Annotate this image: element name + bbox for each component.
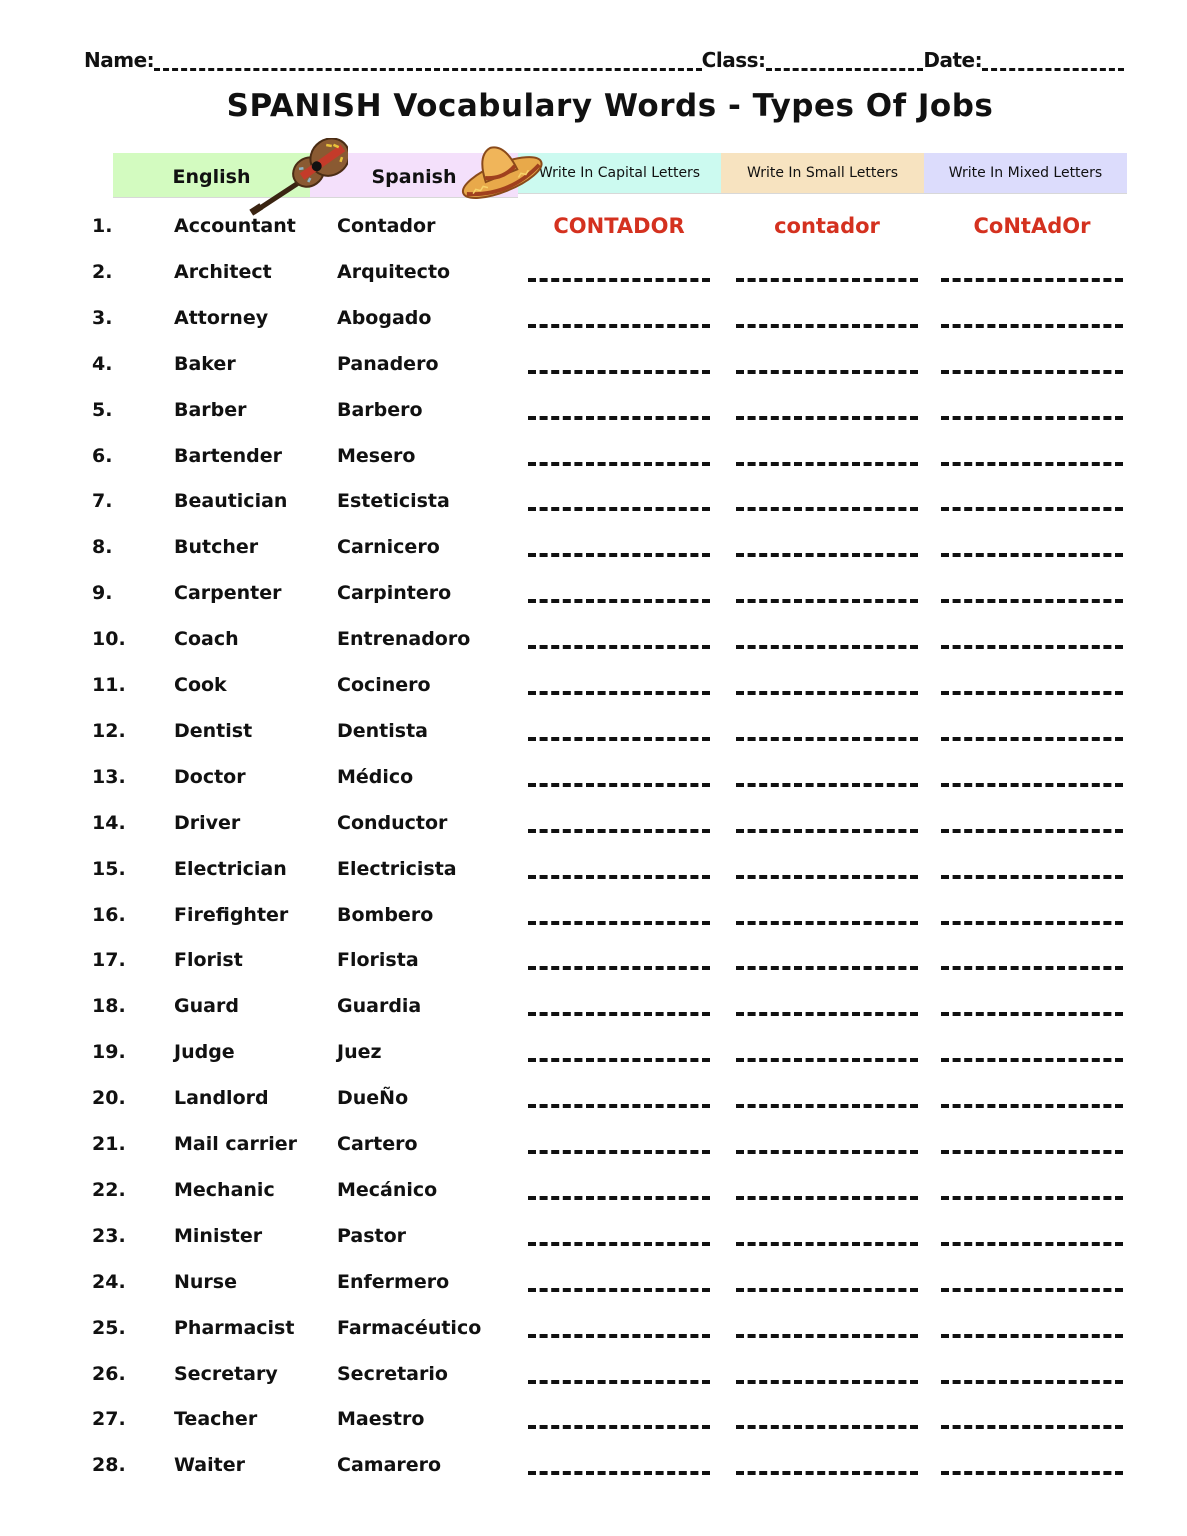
answer-cell[interactable]: [940, 303, 1124, 333]
answer-cell[interactable]: [527, 670, 711, 700]
answer-cell[interactable]: [940, 1313, 1124, 1343]
answer-cell[interactable]: [527, 762, 711, 792]
answer-blank-capital[interactable]: [528, 416, 710, 420]
english-word: Secretary: [174, 1363, 278, 1385]
vocabulary-row: [92, 532, 527, 562]
vocabulary-row: [92, 1175, 527, 1205]
english-word: Mail carrier: [174, 1133, 297, 1155]
answer-blank-small[interactable]: [736, 1104, 918, 1108]
row-number: 16.: [92, 904, 126, 926]
row-number: 17.: [92, 949, 126, 971]
answer-cell[interactable]: [527, 486, 711, 516]
answer-cell[interactable]: [527, 441, 711, 471]
spanish-word: Médico: [337, 766, 414, 788]
answer-blank-capital[interactable]: [528, 1012, 710, 1016]
english-word: Firefighter: [174, 904, 289, 926]
english-word: Barber: [174, 399, 247, 421]
answer-cell[interactable]: [527, 532, 711, 562]
answer-cell[interactable]: [735, 257, 919, 287]
example-answer-cell: [940, 211, 1124, 241]
row-number: 5.: [92, 399, 113, 421]
vocabulary-row: [92, 1450, 527, 1480]
english-word: Driver: [174, 812, 241, 834]
answer-blank-small[interactable]: [736, 783, 918, 787]
answer-cell[interactable]: [735, 1313, 919, 1343]
answer-cell[interactable]: [735, 1083, 919, 1113]
answer-cell[interactable]: [940, 1083, 1124, 1113]
english-word: Nurse: [174, 1271, 237, 1293]
spanish-word: Secretario: [337, 1363, 448, 1385]
english-word: Mechanic: [174, 1179, 275, 1201]
spanish-word: Conductor: [337, 812, 448, 834]
answer-cell[interactable]: [735, 762, 919, 792]
vocabulary-row: [92, 900, 527, 930]
answer-cell[interactable]: [527, 716, 711, 746]
date-field[interactable]: [982, 50, 1124, 71]
vocabulary-row: [92, 808, 527, 838]
answer-blank-capital[interactable]: [528, 966, 710, 970]
answer-blank-capital[interactable]: [528, 1380, 710, 1384]
answer-blank-small[interactable]: [736, 921, 918, 925]
spanish-word: Entrenadoro: [337, 628, 471, 650]
answer-cell[interactable]: [940, 532, 1124, 562]
english-word: Guard: [174, 995, 239, 1017]
answer-blank-mixed[interactable]: [941, 1288, 1123, 1292]
spanish-word: Camarero: [337, 1454, 442, 1476]
answer-blank-small[interactable]: [736, 278, 918, 282]
vocabulary-row: [92, 1359, 527, 1389]
answer-cell[interactable]: [527, 624, 711, 654]
answer-cell[interactable]: [735, 808, 919, 838]
example-answer-cell: [527, 211, 711, 241]
guitar-icon: [248, 138, 348, 218]
sombrero-icon: [455, 136, 545, 202]
spanish-word: Cocinero: [337, 674, 431, 696]
english-word: Beautician: [174, 490, 288, 512]
answer-blank-mixed[interactable]: [941, 416, 1123, 420]
answer-cell[interactable]: [735, 716, 919, 746]
spanish-word: Enfermero: [337, 1271, 450, 1293]
answer-cell[interactable]: [735, 532, 919, 562]
spanish-word: DueÑo: [337, 1087, 409, 1109]
answer-blank-capital[interactable]: [528, 875, 710, 879]
answer-cell[interactable]: [527, 1359, 711, 1389]
answer-blank-small[interactable]: [736, 553, 918, 557]
spanish-word: Abogado: [337, 307, 432, 329]
answer-blank-mixed[interactable]: [941, 1380, 1123, 1384]
answer-cell[interactable]: [940, 762, 1124, 792]
answer-blank-capital[interactable]: [528, 783, 710, 787]
answer-blank-capital[interactable]: [528, 1104, 710, 1108]
english-word: Bartender: [174, 445, 283, 467]
answer-blank-capital[interactable]: [528, 645, 710, 649]
student-info-line: [84, 48, 1124, 76]
answer-cell[interactable]: [940, 1037, 1124, 1067]
row-number: 11.: [92, 674, 126, 696]
answer-cell[interactable]: [735, 395, 919, 425]
answer-blank-mixed[interactable]: [941, 1334, 1123, 1338]
answer-cell[interactable]: [735, 441, 919, 471]
answer-blank-small[interactable]: [736, 966, 918, 970]
spanish-word: Esteticista: [337, 490, 450, 512]
answer-blank-mixed[interactable]: [941, 737, 1123, 741]
answer-blank-mixed[interactable]: [941, 1471, 1123, 1475]
vocabulary-row: [92, 1083, 527, 1113]
answer-cell[interactable]: [940, 441, 1124, 471]
answer-blank-capital[interactable]: [528, 1058, 710, 1062]
answer-blank-small[interactable]: [736, 1242, 918, 1246]
answer-blank-capital[interactable]: [528, 462, 710, 466]
answer-blank-capital[interactable]: [528, 324, 710, 328]
row-number: 14.: [92, 812, 126, 834]
answer-blank-mixed[interactable]: [941, 1012, 1123, 1016]
answer-cell[interactable]: [527, 1267, 711, 1297]
column-header-english: English: [113, 153, 310, 198]
row-number: 2.: [92, 261, 113, 283]
spanish-word: Contador: [337, 215, 436, 237]
answer-blank-capital[interactable]: [528, 829, 710, 833]
answer-blank-small[interactable]: [736, 370, 918, 374]
spanish-word: Farmacéutico: [337, 1317, 482, 1339]
answer-cell[interactable]: [940, 395, 1124, 425]
answer-blank-small[interactable]: [736, 599, 918, 603]
vocabulary-row: [92, 1221, 527, 1251]
row-number: 1.: [92, 215, 113, 237]
english-word: Accountant: [174, 215, 296, 237]
answer-cell[interactable]: [527, 257, 711, 287]
example-answer-cell: [735, 211, 919, 241]
answer-blank-small[interactable]: [736, 324, 918, 328]
spanish-word: Dentista: [337, 720, 428, 742]
row-number: 20.: [92, 1087, 126, 1109]
answer-blank-capital[interactable]: [528, 1288, 710, 1292]
answer-cell[interactable]: [527, 854, 711, 884]
class-field[interactable]: [766, 50, 924, 71]
answer-cell[interactable]: [940, 1175, 1124, 1205]
answer-cell[interactable]: [527, 1175, 711, 1205]
row-number: 23.: [92, 1225, 126, 1247]
row-number: 6.: [92, 445, 113, 467]
answer-cell[interactable]: [735, 1450, 919, 1480]
answer-cell[interactable]: [735, 1221, 919, 1251]
answer-blank-small[interactable]: [736, 1058, 918, 1062]
answer-blank-small[interactable]: [736, 691, 918, 695]
answer-cell[interactable]: [940, 670, 1124, 700]
answer-cell[interactable]: [527, 1313, 711, 1343]
answer-cell[interactable]: [527, 1404, 711, 1434]
answer-cell[interactable]: [527, 1221, 711, 1251]
answer-blank-mixed[interactable]: [941, 599, 1123, 603]
spanish-word: Electricista: [337, 858, 457, 880]
answer-blank-mixed[interactable]: [941, 966, 1123, 970]
answer-blank-mixed[interactable]: [941, 1196, 1123, 1200]
answer-cell[interactable]: [940, 854, 1124, 884]
row-number: 27.: [92, 1408, 126, 1430]
answer-cell[interactable]: [940, 900, 1124, 930]
answer-cell[interactable]: [940, 1129, 1124, 1159]
answer-blank-capital[interactable]: [528, 1150, 710, 1154]
answer-blank-capital[interactable]: [528, 1425, 710, 1429]
column-header-spanish: Spanish: [310, 153, 518, 198]
column-header-write-in-capital-letters: Write In Capital Letters: [518, 153, 721, 194]
vocabulary-row: [92, 624, 527, 654]
answer-cell[interactable]: [735, 1037, 919, 1067]
answer-cell[interactable]: [940, 945, 1124, 975]
answer-blank-mixed[interactable]: [941, 1425, 1123, 1429]
answer-blank-mixed[interactable]: [941, 691, 1123, 695]
english-word: Attorney: [174, 307, 269, 329]
answer-blank-mixed[interactable]: [941, 1104, 1123, 1108]
english-word: Architect: [174, 261, 272, 283]
answer-blank-capital[interactable]: [528, 1471, 710, 1475]
answer-cell[interactable]: [735, 349, 919, 379]
vocabulary-row: [92, 716, 527, 746]
english-word: Butcher: [174, 536, 259, 558]
answer-blank-mixed[interactable]: [941, 921, 1123, 925]
answer-cell[interactable]: [735, 1359, 919, 1389]
answer-cell[interactable]: [527, 1037, 711, 1067]
english-word: Electrician: [174, 858, 287, 880]
answer-blank-capital[interactable]: [528, 921, 710, 925]
row-number: 9.: [92, 582, 113, 604]
answer-cell[interactable]: [940, 808, 1124, 838]
answer-blank-small[interactable]: [736, 829, 918, 833]
row-number: 4.: [92, 353, 113, 375]
answer-cell[interactable]: [527, 900, 711, 930]
answer-cell[interactable]: [527, 1083, 711, 1113]
answer-blank-small[interactable]: [736, 1334, 918, 1338]
vocabulary-row: [92, 257, 527, 287]
answer-blank-small[interactable]: [736, 645, 918, 649]
vocabulary-row: [92, 211, 527, 241]
answer-cell[interactable]: [940, 716, 1124, 746]
answer-blank-capital[interactable]: [528, 278, 710, 282]
page-title: SPANISH Vocabulary Words - Types Of Jobs: [226, 88, 994, 124]
spanish-word: Carnicero: [337, 536, 440, 558]
vocabulary-row: [92, 303, 527, 333]
spanish-word: Carpintero: [337, 582, 452, 604]
answer-cell[interactable]: [940, 257, 1124, 287]
row-number: 22.: [92, 1179, 126, 1201]
answer-cell[interactable]: [527, 578, 711, 608]
answer-cell[interactable]: [940, 578, 1124, 608]
answer-blank-mixed[interactable]: [941, 1242, 1123, 1246]
answer-blank-small[interactable]: [736, 507, 918, 511]
vocabulary-row: [92, 945, 527, 975]
date-label: Date:: [923, 48, 983, 72]
spanish-word: Arquitecto: [337, 261, 451, 283]
answer-blank-small[interactable]: [736, 1380, 918, 1384]
answer-blank-capital[interactable]: [528, 1242, 710, 1246]
answer-cell[interactable]: [527, 1129, 711, 1159]
answer-cell[interactable]: [527, 808, 711, 838]
spanish-word: Juez: [337, 1041, 382, 1063]
vocabulary-row: [92, 441, 527, 471]
english-word: Pharmacist: [174, 1317, 295, 1339]
row-number: 24.: [92, 1271, 126, 1293]
vocabulary-row: [92, 991, 527, 1021]
answer-blank-small[interactable]: [736, 1288, 918, 1292]
answer-blank-small[interactable]: [736, 462, 918, 466]
answer-cell[interactable]: [940, 991, 1124, 1021]
spanish-word: Maestro: [337, 1408, 425, 1430]
answer-blank-mixed[interactable]: [941, 645, 1123, 649]
english-word: Minister: [174, 1225, 263, 1247]
answer-cell[interactable]: [940, 349, 1124, 379]
spanish-word: Guardia: [337, 995, 422, 1017]
answer-blank-capital[interactable]: [528, 1196, 710, 1200]
row-number: 25.: [92, 1317, 126, 1339]
answer-cell[interactable]: [527, 1450, 711, 1480]
answer-cell[interactable]: [940, 1404, 1124, 1434]
answer-cell[interactable]: [735, 945, 919, 975]
row-number: 18.: [92, 995, 126, 1017]
row-number: 7.: [92, 490, 113, 512]
answer-blank-small[interactable]: [736, 737, 918, 741]
example-capital-answer: CONTADOR: [553, 214, 685, 238]
spanish-word: Mecánico: [337, 1179, 438, 1201]
answer-blank-mixed[interactable]: [941, 875, 1123, 879]
example-small-answer: contador: [774, 214, 880, 238]
answer-cell[interactable]: [735, 900, 919, 930]
answer-cell[interactable]: [735, 1404, 919, 1434]
spanish-word: Pastor: [337, 1225, 407, 1247]
spanish-word: Panadero: [337, 353, 439, 375]
vocabulary-row: [92, 349, 527, 379]
answer-cell[interactable]: [940, 1221, 1124, 1251]
answer-blank-mixed[interactable]: [941, 783, 1123, 787]
answer-cell[interactable]: [735, 1175, 919, 1205]
answer-blank-small[interactable]: [736, 1196, 918, 1200]
vocabulary-row: [92, 854, 527, 884]
spanish-word: Cartero: [337, 1133, 418, 1155]
english-word: Judge: [174, 1041, 235, 1063]
english-word: Baker: [174, 353, 236, 375]
row-number: 19.: [92, 1041, 126, 1063]
answer-blank-mixed[interactable]: [941, 1058, 1123, 1062]
row-number: 26.: [92, 1363, 126, 1385]
answer-cell[interactable]: [735, 991, 919, 1021]
answer-cell[interactable]: [735, 854, 919, 884]
answer-cell[interactable]: [735, 670, 919, 700]
row-number: 10.: [92, 628, 126, 650]
answer-cell[interactable]: [940, 1450, 1124, 1480]
answer-blank-mixed[interactable]: [941, 553, 1123, 557]
answer-cell[interactable]: [735, 486, 919, 516]
spanish-word: Mesero: [337, 445, 416, 467]
row-number: 28.: [92, 1454, 126, 1476]
answer-cell[interactable]: [735, 1267, 919, 1297]
vocabulary-row: [92, 395, 527, 425]
english-word: Florist: [174, 949, 243, 971]
answer-blank-capital[interactable]: [528, 1334, 710, 1338]
answer-blank-capital[interactable]: [528, 507, 710, 511]
answer-cell[interactable]: [735, 624, 919, 654]
spanish-word: Barbero: [337, 399, 423, 421]
answer-blank-small[interactable]: [736, 1012, 918, 1016]
answer-blank-capital[interactable]: [528, 691, 710, 695]
vocabulary-row: [92, 670, 527, 700]
answer-blank-capital[interactable]: [528, 370, 710, 374]
answer-blank-small[interactable]: [736, 1425, 918, 1429]
answer-cell[interactable]: [940, 1267, 1124, 1297]
answer-blank-capital[interactable]: [528, 553, 710, 557]
english-word: Teacher: [174, 1408, 258, 1430]
english-word: Dentist: [174, 720, 253, 742]
name-label: Name:: [84, 48, 155, 72]
answer-cell[interactable]: [940, 1359, 1124, 1389]
answer-blank-mixed[interactable]: [941, 370, 1123, 374]
spanish-word: Bombero: [337, 904, 434, 926]
row-number: 12.: [92, 720, 126, 742]
vocabulary-row: [92, 1129, 527, 1159]
vocabulary-row: [92, 1404, 527, 1434]
answer-blank-mixed[interactable]: [941, 1150, 1123, 1154]
english-word: Doctor: [174, 766, 246, 788]
answer-cell[interactable]: [735, 1129, 919, 1159]
vocabulary-row: [92, 1313, 527, 1343]
answer-cell[interactable]: [940, 486, 1124, 516]
answer-cell[interactable]: [527, 303, 711, 333]
answer-blank-mixed[interactable]: [941, 324, 1123, 328]
english-word: Landlord: [174, 1087, 269, 1109]
english-word: Cook: [174, 674, 227, 696]
vocabulary-row: [92, 486, 527, 516]
vocabulary-row: [92, 762, 527, 792]
answer-cell[interactable]: [940, 624, 1124, 654]
row-number: 13.: [92, 766, 126, 788]
answer-cell[interactable]: [735, 303, 919, 333]
answer-cell[interactable]: [527, 991, 711, 1021]
answer-blank-small[interactable]: [736, 416, 918, 420]
answer-blank-mixed[interactable]: [941, 829, 1123, 833]
answer-blank-mixed[interactable]: [941, 278, 1123, 282]
answer-blank-small[interactable]: [736, 1471, 918, 1475]
row-number: 8.: [92, 536, 113, 558]
english-word: Coach: [174, 628, 239, 650]
column-header-write-in-small-letters: Write In Small Letters: [721, 153, 924, 194]
answer-blank-capital[interactable]: [528, 737, 710, 741]
answer-blank-capital[interactable]: [528, 599, 710, 603]
answer-cell[interactable]: [527, 945, 711, 975]
name-field[interactable]: [154, 50, 702, 71]
row-number: 21.: [92, 1133, 126, 1155]
answer-blank-small[interactable]: [736, 875, 918, 879]
column-header-write-in-mixed-letters: Write In Mixed Letters: [924, 153, 1127, 194]
row-number: 3.: [92, 307, 113, 329]
english-word: Carpenter: [174, 582, 282, 604]
class-label: Class:: [701, 48, 766, 72]
example-mixed-answer: CoNtAdOr: [973, 214, 1091, 238]
row-number: 15.: [92, 858, 126, 880]
vocabulary-row: [92, 1037, 527, 1067]
english-word: Waiter: [174, 1454, 245, 1476]
spanish-word: Florista: [337, 949, 419, 971]
answer-blank-mixed[interactable]: [941, 507, 1123, 511]
answer-blank-small[interactable]: [736, 1150, 918, 1154]
vocabulary-row: [92, 578, 527, 608]
vocabulary-row: [92, 1267, 527, 1297]
answer-blank-mixed[interactable]: [941, 462, 1123, 466]
answer-cell[interactable]: [527, 349, 711, 379]
answer-cell[interactable]: [527, 395, 711, 425]
answer-cell[interactable]: [735, 578, 919, 608]
